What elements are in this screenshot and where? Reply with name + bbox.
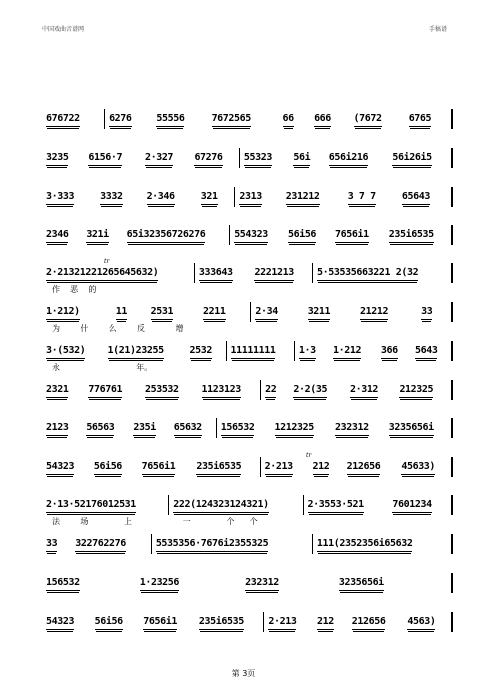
notation-segment: 1212325	[275, 422, 314, 436]
notation-segment: 2532	[190, 345, 212, 359]
notation-segment: 7601234	[392, 499, 431, 513]
notation-segment: 333643	[199, 267, 233, 281]
score-line	[44, 384, 454, 398]
notation-segment: 21212	[360, 306, 388, 320]
lyric-text: 作 恶 的	[52, 285, 97, 294]
notation-segment: 253532	[145, 384, 179, 398]
notation-segment: 212	[317, 616, 334, 630]
end-barline	[451, 495, 453, 515]
notation-segment: 3235656i	[339, 577, 384, 591]
score-line	[44, 452, 454, 475]
notation-segment: 56i26i5	[392, 152, 431, 166]
notation-segment: 232312	[245, 577, 279, 591]
notation-segment: 212	[313, 461, 330, 475]
notation-segment: 2·3553·521	[308, 499, 364, 513]
notation-segment: 2·312	[350, 384, 378, 398]
notation-segment: 321i	[86, 229, 108, 243]
notation-segment: 2·213	[268, 616, 296, 630]
notation-segment: 212656	[352, 616, 386, 630]
notation-segment: 66	[283, 113, 294, 127]
notation-segment: 3211	[308, 306, 330, 320]
score-line	[44, 191, 454, 205]
notation-segment: 232312	[335, 422, 369, 436]
barline	[312, 534, 313, 554]
barline	[239, 148, 240, 168]
trill-mark: tr	[104, 258, 110, 265]
notation-segment: 156532	[46, 577, 80, 591]
barline	[263, 612, 264, 632]
notation-segment: 554323	[234, 229, 268, 243]
lyric-text: 永 年。	[52, 363, 153, 372]
end-barline	[451, 225, 453, 245]
notation-segment: 2·21321221265645632)	[46, 267, 158, 281]
barline	[151, 534, 152, 554]
notation-segment: 2321	[46, 384, 68, 398]
notation-segment: 67276	[194, 152, 222, 166]
lyric-text: 法 场 上 一 个 个	[52, 517, 258, 526]
end-barline	[451, 612, 453, 632]
notation-segment: 2·2(35	[293, 384, 327, 398]
notation-segment: 11111111	[231, 345, 276, 359]
end-barline	[451, 341, 453, 361]
notation-segment: 2211	[203, 306, 225, 320]
barline	[216, 418, 217, 438]
notation-segment: 1(21)23255	[108, 345, 164, 359]
notation-segment: 235i6535	[199, 616, 244, 630]
barline	[260, 380, 261, 400]
score-line	[44, 258, 454, 294]
notation-segment: 11	[116, 306, 127, 320]
notation-segment: 212656	[347, 461, 381, 475]
notation-segment: 22	[265, 384, 276, 398]
notation-segment: 7672565	[212, 113, 251, 127]
score-line	[44, 538, 454, 552]
notation-segment: 3·(532)	[46, 345, 85, 359]
notation-segment: 65632	[174, 422, 202, 436]
barline	[250, 302, 251, 322]
notation-segment: 222(124323124321)	[173, 499, 269, 513]
notation-segment: 56i56	[288, 229, 316, 243]
notation-segment: 3235	[46, 152, 68, 166]
end-barline	[451, 302, 453, 322]
notation-segment: 1·3	[299, 345, 316, 359]
notation-segment: 2·34	[255, 306, 277, 320]
end-barline	[451, 187, 453, 207]
notation-segment: 7656i1	[335, 229, 369, 243]
notation-segment: 2313	[239, 191, 261, 205]
notation-segment: 1123123	[202, 384, 241, 398]
notation-segment: 2531	[151, 306, 173, 320]
lyric-text: 为 什 么 反 增	[52, 324, 184, 333]
notation-segment: 56i	[293, 152, 310, 166]
notation-segment: 1·23256	[140, 577, 179, 591]
notation-segment: 1·212)	[46, 306, 80, 320]
notation-segment: 2123	[46, 422, 68, 436]
notation-segment: 54323	[46, 616, 74, 630]
notation-segment: 212325	[399, 384, 433, 398]
end-barline	[451, 418, 453, 438]
header-left-text: 中国戏曲音谱网	[42, 26, 85, 33]
notation-segment: 321	[201, 191, 218, 205]
notation-segment: 5643	[415, 345, 437, 359]
notation-segment: 1·212	[333, 345, 361, 359]
notation-segment: 65643	[402, 191, 430, 205]
notation-segment: 6276	[109, 113, 131, 127]
notation-segment: 366	[381, 345, 398, 359]
notation-segment: 3 7 7	[348, 191, 376, 205]
barline	[194, 263, 195, 283]
notation-segment: 111(2352356i65632	[317, 538, 413, 552]
notation-segment: 235i6535	[196, 461, 241, 475]
end-barline	[451, 148, 453, 168]
notation-segment: 3·333	[46, 191, 74, 205]
end-barline	[451, 457, 453, 477]
notation-segment: 2·213	[265, 461, 293, 475]
score-line	[44, 306, 454, 333]
notation-segment: 7656i1	[142, 461, 176, 475]
notation-segment: 4563)	[407, 616, 435, 630]
notation-segment: 3235656i	[389, 422, 434, 436]
score-line	[44, 229, 454, 243]
notation-segment: 666	[314, 113, 331, 127]
notation-segment: 2·327	[145, 152, 173, 166]
notation-segment: 45633)	[401, 461, 435, 475]
barline	[168, 495, 169, 515]
score-line	[44, 422, 454, 436]
notation-segment: 6156·7	[88, 152, 122, 166]
notation-segment: 56i56	[95, 616, 123, 630]
trill-mark: tr	[306, 452, 312, 459]
score-line	[44, 345, 454, 372]
notation-segment: 5·53535663221 2(32	[317, 267, 418, 281]
score-line	[44, 113, 454, 127]
end-barline	[451, 534, 453, 554]
notation-segment: 54323	[46, 461, 74, 475]
notation-segment: 156532	[221, 422, 255, 436]
notation-segment: 55556	[156, 113, 184, 127]
notation-segment: 776761	[88, 384, 122, 398]
notation-segment: 65i32356726276	[127, 229, 206, 243]
barline	[104, 109, 105, 129]
barline	[234, 187, 235, 207]
notation-segment: 2·346	[147, 191, 175, 205]
notation-segment: 235i	[133, 422, 155, 436]
barline	[260, 457, 261, 477]
end-barline	[451, 380, 453, 400]
header-right-text: 手稿谱	[428, 26, 447, 33]
notation-segment: 33	[46, 538, 57, 552]
end-barline	[451, 573, 453, 593]
notation-segment: 231212	[286, 191, 320, 205]
barline	[303, 495, 304, 515]
notation-segment: (7672	[354, 113, 382, 127]
notation-segment: 322762276	[75, 538, 126, 552]
notation-segment: 55323	[244, 152, 272, 166]
notation-segment: 656i216	[329, 152, 368, 166]
notation-segment: 56i56	[94, 461, 122, 475]
notation-segment: 235i6535	[389, 229, 434, 243]
notation-segment: 5535356·7676i2355325	[156, 538, 268, 552]
notation-segment: 3332	[100, 191, 122, 205]
notation-segment: 2221213	[254, 267, 293, 281]
notation-segment: 2·13·52176012531	[46, 499, 136, 513]
score-line	[44, 577, 454, 591]
end-barline	[451, 263, 453, 283]
notation-segment: 7656i1	[143, 616, 177, 630]
end-barline	[451, 109, 453, 129]
notation-segment: 33	[421, 306, 432, 320]
notation-segment: 2346	[46, 229, 68, 243]
notation-segment: 676722	[46, 113, 80, 127]
barline	[229, 225, 230, 245]
score-line	[44, 152, 454, 166]
page-number: 第 3页	[231, 669, 256, 678]
score-line	[44, 499, 454, 526]
barline	[294, 341, 295, 361]
barline	[312, 263, 313, 283]
score-line	[44, 616, 454, 630]
notation-segment: 56563	[86, 422, 114, 436]
barline	[226, 341, 227, 361]
notation-segment: 6765	[409, 113, 431, 127]
